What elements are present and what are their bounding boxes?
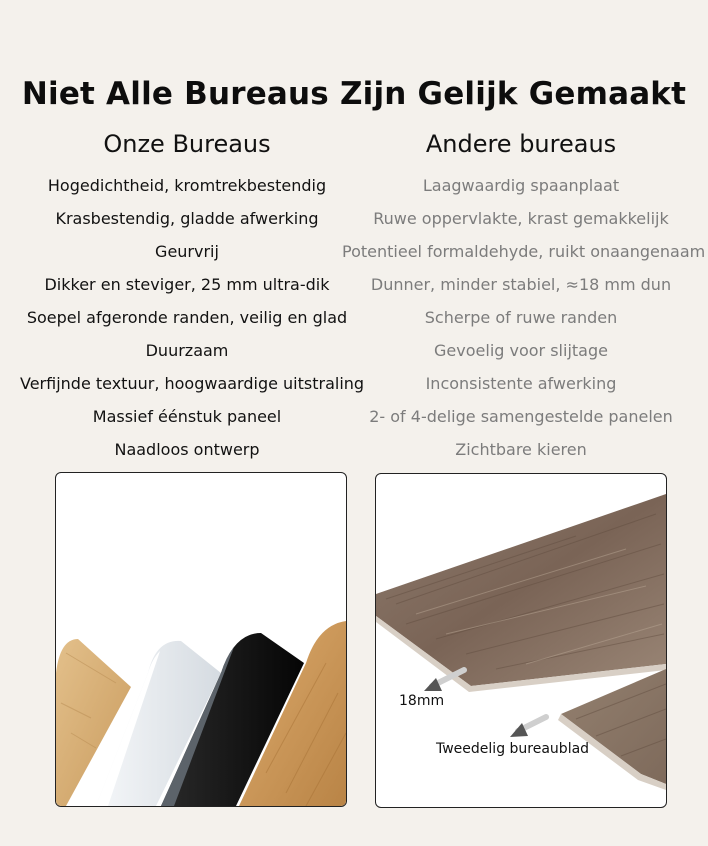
- thickness-label: 18mm: [399, 693, 445, 709]
- column-header-ours: Onze Bureaus: [103, 130, 271, 158]
- ours-feature: Geurvrij: [155, 242, 219, 261]
- desk-samples-image: [56, 473, 346, 806]
- others-feature: 2- of 4-delige samengestelde panelen: [369, 407, 673, 426]
- comparison-row: [0, 209, 708, 242]
- ours-feature: Duurzaam: [145, 341, 229, 360]
- ours-feature: Verfijnde textuur, hoogwaardige uitstraling: [20, 374, 365, 393]
- others-feature: Gevoelig voor slijtage: [434, 341, 608, 360]
- comparison-table: [0, 176, 708, 473]
- comparison-row: [0, 407, 708, 440]
- ours-feature: Hogedichtheid, kromtrekbestendig: [47, 176, 327, 195]
- comparison-row: [0, 242, 708, 275]
- comparison-row: [0, 374, 708, 407]
- comparison-row: [0, 341, 708, 374]
- others-feature: Scherpe of ruwe randen: [424, 308, 618, 327]
- others-feature: Ruwe oppervlakte, krast gemakkelijk: [373, 209, 669, 228]
- others-feature: Inconsistente afwerking: [425, 374, 617, 393]
- others-feature: Laagwaardig spaanplaat: [422, 176, 620, 195]
- our-desks-image: [55, 472, 347, 807]
- ours-feature: Soepel afgeronde randen, veilig en glad: [26, 308, 348, 327]
- ours-feature: Krasbestendig, gladde afwerking: [55, 209, 319, 228]
- page-title: Niet Alle Bureaus Zijn Gelijk Gemaakt: [21, 76, 687, 112]
- others-feature: Zichtbare kieren: [455, 440, 587, 459]
- others-feature: Potentieel formaldehyde, ruikt onaangenaam: [342, 242, 706, 261]
- ours-feature: Dikker en steviger, 25 mm ultra-dik: [44, 275, 330, 294]
- other-desks-image: [375, 473, 667, 808]
- ours-feature: Massief éénstuk paneel: [92, 407, 282, 426]
- comparison-row: [0, 176, 708, 209]
- column-header-others: Andere bureaus: [425, 130, 617, 158]
- particleboard-image: [376, 474, 666, 807]
- others-feature: Dunner, minder stabiel, ≈18 mm dun: [370, 275, 672, 294]
- comparison-row: [0, 440, 708, 473]
- comparison-row: [0, 275, 708, 308]
- two-piece-label: Tweedelig bureaublad: [436, 741, 590, 757]
- comparison-row: [0, 308, 708, 341]
- ours-feature: Naadloos ontwerp: [114, 440, 260, 459]
